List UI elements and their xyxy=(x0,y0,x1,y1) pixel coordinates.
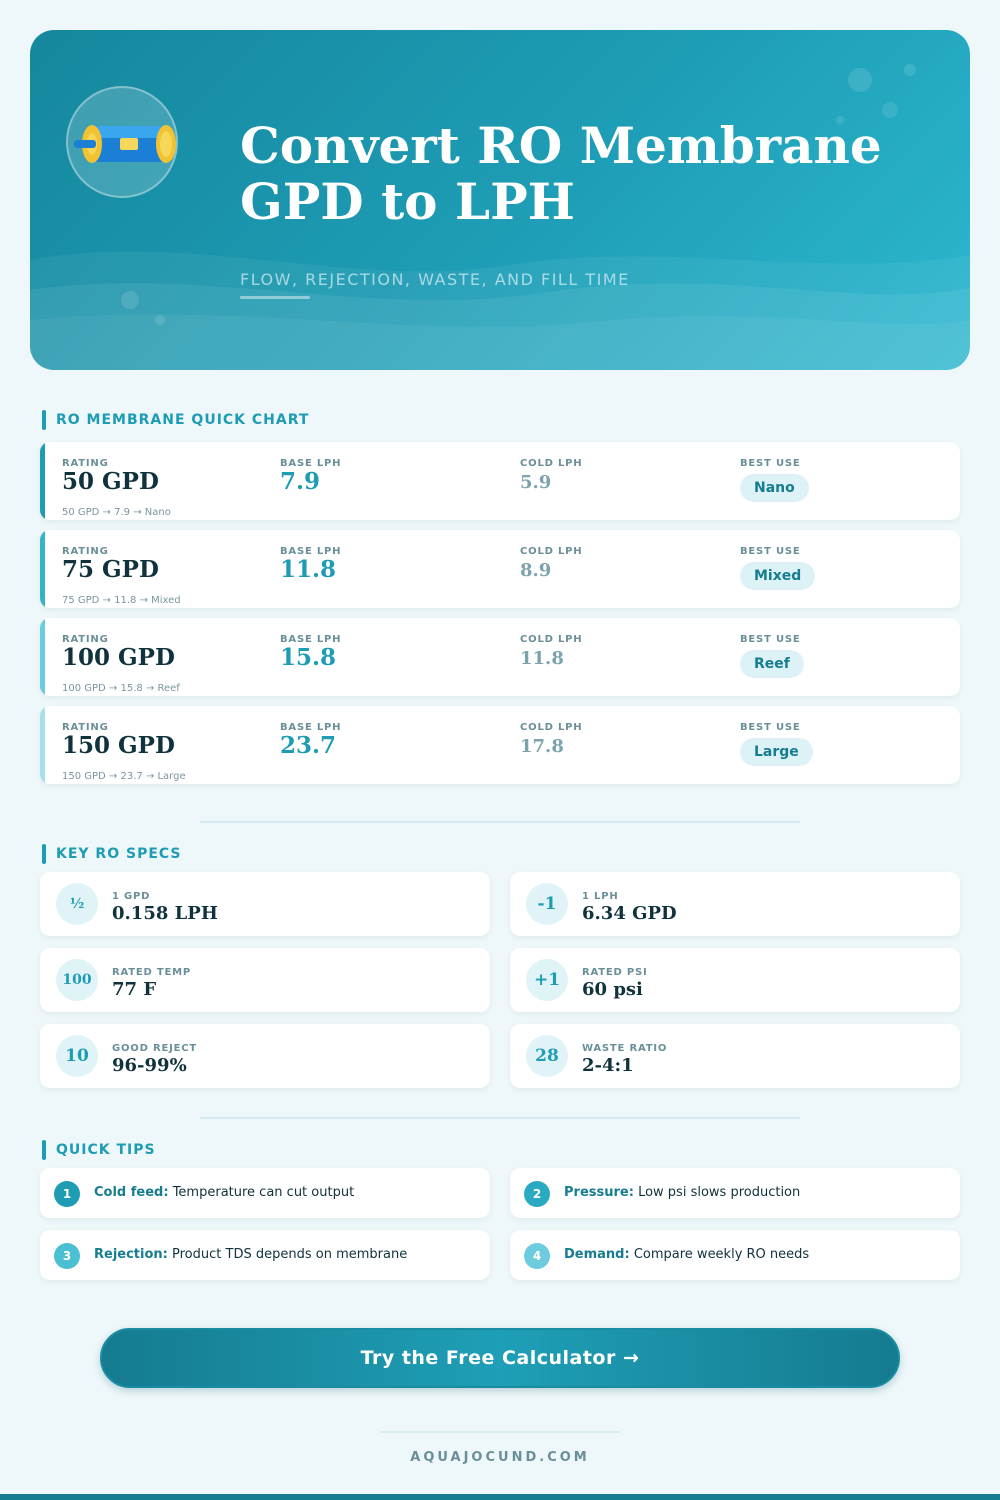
spec-badge: 100 xyxy=(56,959,98,1001)
base-lph-value: 15.8 xyxy=(280,644,337,671)
tip-number: 2 xyxy=(524,1181,550,1207)
spec-card xyxy=(40,872,490,936)
best-use-label: BEST USE xyxy=(740,546,801,557)
spec-label: RATED TEMP xyxy=(112,967,192,978)
cold-lph-label: COLD LPH xyxy=(520,458,583,469)
row-note: 50 GPD → 7.9 → Nano xyxy=(62,507,171,518)
ro-membrane-cartridge-icon xyxy=(66,86,178,198)
rating-value: 100 GPD xyxy=(62,644,175,671)
tip-text xyxy=(94,1185,354,1200)
footer-domain: AQUAJOCUND.COM xyxy=(410,1450,590,1465)
section-heading-quick-chart: RO MEMBRANE QUICK CHART xyxy=(42,410,309,430)
chart-row xyxy=(40,530,960,608)
spec-value: 6.34 GPD xyxy=(582,903,677,924)
row-note: 150 GPD → 23.7 → Large xyxy=(62,771,186,782)
chart-row xyxy=(40,618,960,696)
tip-card xyxy=(40,1168,490,1218)
spec-value: 0.158 LPH xyxy=(112,903,218,924)
spec-badge: ½ xyxy=(56,883,98,925)
rating-label: RATING xyxy=(62,458,109,469)
tip-number: 3 xyxy=(54,1243,80,1269)
spec-card xyxy=(40,948,490,1012)
base-lph-value: 7.9 xyxy=(280,468,321,495)
tip-number: 1 xyxy=(54,1181,80,1207)
spec-value: 77 F xyxy=(112,979,157,1000)
base-lph-label: BASE LPH xyxy=(280,458,342,469)
chart-row xyxy=(40,706,960,784)
spec-card xyxy=(510,872,960,936)
footer-divider xyxy=(380,1431,620,1433)
rating-value: 75 GPD xyxy=(62,556,159,583)
tip-card xyxy=(510,1230,960,1280)
spec-card xyxy=(510,948,960,1012)
tip-text xyxy=(94,1247,407,1262)
tip-body: Temperature can cut output xyxy=(172,1185,355,1200)
title-line-1: Convert RO Membrane xyxy=(240,116,882,175)
cold-lph-value: 17.8 xyxy=(520,736,564,757)
section-divider xyxy=(200,821,800,823)
best-use-badge: Reef xyxy=(740,650,804,678)
row-accent xyxy=(40,442,45,520)
cold-lph-value: 5.9 xyxy=(520,472,552,493)
rating-label: RATING xyxy=(62,722,109,733)
spec-label: RATED PSI xyxy=(582,967,648,978)
spec-label: 1 GPD xyxy=(112,891,151,902)
spec-badge: +1 xyxy=(526,959,568,1001)
row-accent xyxy=(40,530,45,608)
cold-lph-value: 8.9 xyxy=(520,560,552,581)
spec-label: GOOD REJECT xyxy=(112,1043,198,1054)
section-heading-quick-tips: QUICK TIPS xyxy=(42,1140,156,1160)
base-lph-label: BASE LPH xyxy=(280,546,342,557)
best-use-badge: Mixed xyxy=(740,562,815,590)
spec-badge: -1 xyxy=(526,883,568,925)
best-use-label: BEST USE xyxy=(740,634,801,645)
tip-body: Low psi slows production xyxy=(638,1185,801,1200)
chart-row xyxy=(40,442,960,520)
tip-card xyxy=(40,1230,490,1280)
tip-title: Demand: xyxy=(564,1247,630,1262)
base-lph-label: BASE LPH xyxy=(280,634,342,645)
cold-lph-label: COLD LPH xyxy=(520,722,583,733)
row-accent xyxy=(40,706,45,784)
cold-lph-value: 11.8 xyxy=(520,648,564,669)
spec-label: 1 LPH xyxy=(582,891,619,902)
row-note: 75 GPD → 11.8 → Mixed xyxy=(62,595,181,606)
title-line-2: GPD to LPH xyxy=(240,172,575,231)
spec-badge: 10 xyxy=(56,1035,98,1077)
base-lph-value: 11.8 xyxy=(280,556,337,583)
free-calculator-button[interactable]: Try the Free Calculator → xyxy=(100,1328,900,1388)
spec-card xyxy=(510,1024,960,1088)
spec-card xyxy=(40,1024,490,1088)
spec-label: WASTE RATIO xyxy=(582,1043,668,1054)
rating-label: RATING xyxy=(62,546,109,557)
tip-number: 4 xyxy=(524,1243,550,1269)
row-note: 100 GPD → 15.8 → Reef xyxy=(62,683,180,694)
cold-lph-label: COLD LPH xyxy=(520,634,583,645)
row-accent xyxy=(40,618,45,696)
best-use-badge: Nano xyxy=(740,474,809,502)
spec-value: 96-99% xyxy=(112,1055,187,1076)
rating-label: RATING xyxy=(62,634,109,645)
best-use-label: BEST USE xyxy=(740,458,801,469)
spec-value: 2-4:1 xyxy=(582,1055,634,1076)
tip-title: Rejection: xyxy=(94,1247,168,1262)
spec-value: 60 psi xyxy=(582,979,643,1000)
tip-title: Cold feed: xyxy=(94,1185,169,1200)
page-title xyxy=(240,118,940,230)
best-use-label: BEST USE xyxy=(740,722,801,733)
bottom-accent-bar xyxy=(0,1494,1000,1500)
rating-value: 50 GPD xyxy=(62,468,159,495)
best-use-badge: Large xyxy=(740,738,813,766)
tip-body: Compare weekly RO needs xyxy=(633,1247,810,1262)
cold-lph-label: COLD LPH xyxy=(520,546,583,557)
hero-banner xyxy=(30,30,970,370)
section-heading-key-specs: KEY RO SPECS xyxy=(42,844,182,864)
rating-value: 150 GPD xyxy=(62,732,175,759)
base-lph-label: BASE LPH xyxy=(280,722,342,733)
page-subtitle: FLOW, REJECTION, WASTE, AND FILL TIME xyxy=(240,270,630,289)
tip-title: Pressure: xyxy=(564,1185,634,1200)
subtitle-underline xyxy=(240,296,310,299)
section-divider xyxy=(200,1117,800,1119)
tip-body: Product TDS depends on membrane xyxy=(172,1247,408,1262)
base-lph-value: 23.7 xyxy=(280,732,337,759)
spec-badge: 28 xyxy=(526,1035,568,1077)
tip-text xyxy=(564,1185,800,1200)
tip-card xyxy=(510,1168,960,1218)
tip-text xyxy=(564,1247,809,1262)
